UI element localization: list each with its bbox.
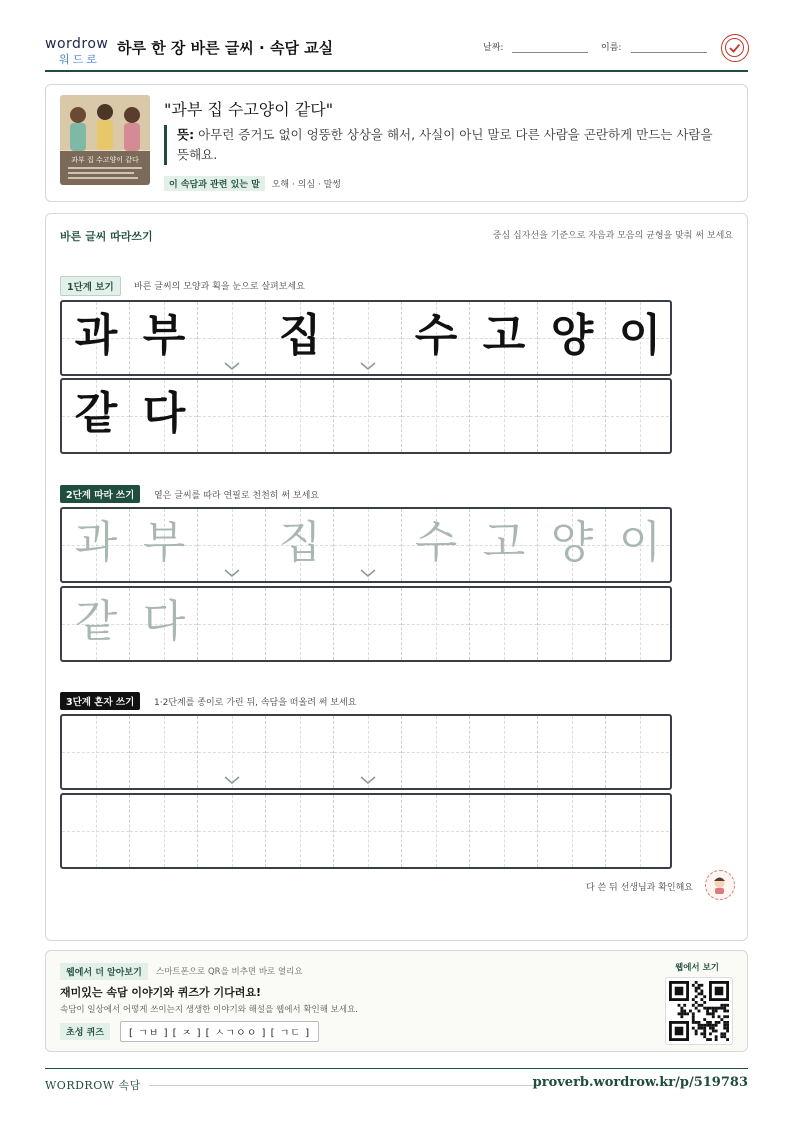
center-guide-horizontal	[606, 752, 672, 753]
center-guide-vertical	[436, 795, 437, 867]
center-guide-vertical	[572, 380, 573, 452]
step2-hint: 옅은 글씨를 따라 연필로 천천히 써 보세요	[154, 491, 319, 501]
grid-cell	[606, 380, 672, 452]
step3-label: 3단계 혼자 쓰기	[60, 692, 140, 710]
center-guide-horizontal	[606, 416, 672, 417]
practice-glyph: 다	[142, 596, 186, 647]
grid-cell	[470, 302, 538, 374]
center-guide-vertical	[164, 716, 165, 788]
page-footer	[45, 1068, 748, 1098]
proverb-title: "과부 집 수고양이 같다"	[164, 100, 334, 119]
practice-glyph: 다	[142, 388, 186, 439]
name-field[interactable]	[631, 52, 707, 53]
grid-cell	[538, 380, 606, 452]
center-guide-vertical	[504, 588, 505, 660]
qr-label: 웹에서 보기	[674, 963, 719, 973]
grid-cell[interactable]	[62, 588, 130, 660]
center-guide-vertical	[368, 795, 369, 867]
step1-hint: 바른 글씨의 모양과 획을 눈으로 살펴보세요	[134, 282, 305, 292]
grid-cell	[266, 302, 334, 374]
center-guide-vertical	[640, 588, 641, 660]
footer-url[interactable]: proverb.wordrow.kr/p/519783	[532, 1075, 748, 1090]
space-mark-icon	[360, 775, 376, 785]
grid-cell[interactable]	[538, 588, 606, 660]
grid-cell[interactable]	[402, 795, 470, 867]
grid-cell[interactable]	[130, 716, 198, 788]
grid-cell[interactable]	[606, 588, 672, 660]
grid-cell[interactable]	[130, 509, 198, 581]
center-guide-vertical	[300, 588, 301, 660]
center-guide-horizontal	[606, 831, 672, 832]
page-header	[45, 28, 748, 72]
space-mark-icon	[224, 775, 240, 785]
web-description: 속담이 일상에서 어떻게 쓰이는지 생생한 이야기와 해설을 웹에서 확인해 보세요.	[60, 1005, 358, 1015]
grid-cell[interactable]	[130, 795, 198, 867]
web-info-card	[45, 950, 748, 1052]
related-words	[164, 176, 341, 191]
practice-glyph: 부	[142, 310, 186, 361]
space-mark-icon	[360, 361, 376, 371]
teacher-check-stamp-icon	[705, 870, 735, 900]
meaning-text: 아무런 증거도 없이 엉뚱한 상상을 해서, 사실이 아닌 말로 다른 사람을 곤란하게 만드는 사람을 뜻해요.	[177, 127, 713, 162]
grid-cell[interactable]	[266, 716, 334, 788]
center-guide-vertical	[300, 716, 301, 788]
practice-glyph: 고	[482, 517, 526, 568]
center-guide-vertical	[368, 588, 369, 660]
grid-cell[interactable]	[402, 509, 470, 581]
practice-glyph: 과	[74, 517, 118, 568]
center-guide-vertical	[300, 795, 301, 867]
center-guide-vertical	[368, 380, 369, 452]
grid-cell[interactable]	[62, 795, 130, 867]
check-note: 다 쓴 뒤 선생님과 확인해요	[585, 883, 693, 893]
center-guide-vertical	[96, 716, 97, 788]
practice-glyph: 수	[414, 310, 458, 361]
grid-cell[interactable]	[470, 795, 538, 867]
center-guide-vertical	[504, 380, 505, 452]
grid-cell	[606, 302, 672, 374]
practice-glyph: 같	[74, 596, 118, 647]
logo-wordmark: wordrow	[45, 36, 109, 52]
grid-cell[interactable]	[538, 716, 606, 788]
page-title: 하루 한 장 바른 글씨 · 속담 교실	[117, 39, 334, 57]
space-mark-icon	[224, 361, 240, 371]
proverb-card	[45, 84, 748, 202]
date-field[interactable]	[512, 52, 588, 53]
web-tag-hint: 스마트폰으로 QR을 비추면 바로 열리요	[156, 967, 303, 977]
step3-hint: 1·2단계를 종이로 가린 뒤, 속담을 떠올려 써 보세요	[154, 698, 357, 708]
center-guide-vertical	[640, 795, 641, 867]
grid-cell[interactable]	[266, 509, 334, 581]
center-guide-vertical	[572, 588, 573, 660]
grid-cell[interactable]	[606, 509, 672, 581]
grid-cell[interactable]	[198, 588, 266, 660]
proverb-meaning	[164, 125, 724, 165]
grid-cell[interactable]	[266, 795, 334, 867]
web-headline: 재미있는 속담 이야기와 퀴즈가 기다려요!	[60, 986, 261, 999]
grid-cell[interactable]	[130, 588, 198, 660]
center-guide-vertical	[504, 716, 505, 788]
step2-row-1[interactable]	[60, 507, 672, 583]
center-guide-vertical	[96, 795, 97, 867]
step3-row-2[interactable]	[60, 793, 672, 869]
grid-cell[interactable]	[334, 795, 402, 867]
related-label: 이 속담과 관련 있는 말	[164, 176, 265, 191]
center-guide-vertical	[504, 795, 505, 867]
practice-glyph: 부	[142, 517, 186, 568]
grid-cell[interactable]	[470, 716, 538, 788]
center-guide-vertical	[436, 588, 437, 660]
grid-cell[interactable]	[470, 588, 538, 660]
grid-cell	[130, 302, 198, 374]
center-guide-vertical	[640, 716, 641, 788]
proverb-illustration	[60, 95, 150, 185]
practice-glyph: 수	[414, 517, 458, 568]
grid-cell	[130, 380, 198, 452]
related-text: 오해 · 의심 · 말썽	[271, 180, 341, 190]
logo-korean: 워드로	[59, 53, 100, 66]
grid-cell	[402, 380, 470, 452]
grid-cell[interactable]	[606, 716, 672, 788]
center-guide-horizontal	[606, 624, 672, 625]
step1-label: 1단계 보기	[60, 276, 121, 296]
grid-cell[interactable]	[402, 716, 470, 788]
grid-cell[interactable]	[62, 509, 130, 581]
qr-code-icon[interactable]	[665, 977, 733, 1045]
grid-cell[interactable]	[470, 509, 538, 581]
name-label: 이름:	[601, 43, 622, 53]
practice-glyph: 양	[550, 310, 594, 361]
step3-row-1[interactable]	[60, 714, 672, 790]
space-mark-icon	[224, 568, 240, 578]
step2-label: 2단계 따라 쓰기	[60, 485, 140, 503]
initial-consonant-quiz: [ ㄱㅂ ] [ ㅈ ] [ ㅅㄱㅇㅇ ] [ ㄱㄷ ]	[120, 1021, 319, 1042]
grid-cell[interactable]	[266, 588, 334, 660]
center-guide-vertical	[232, 588, 233, 660]
grid-cell[interactable]	[402, 588, 470, 660]
practice-glyph: 과	[74, 310, 118, 361]
center-guide-vertical	[572, 795, 573, 867]
center-guide-vertical	[232, 380, 233, 452]
grid-cell[interactable]	[538, 795, 606, 867]
center-guide-vertical	[436, 716, 437, 788]
grid-cell	[402, 302, 470, 374]
grid-cell	[266, 380, 334, 452]
grid-cell	[62, 302, 130, 374]
practice-glyph: 이	[618, 310, 662, 361]
grid-cell[interactable]	[334, 588, 402, 660]
grid-cell[interactable]	[62, 716, 130, 788]
grid-cell	[334, 380, 402, 452]
center-guide-vertical	[164, 795, 165, 867]
center-guide-vertical	[572, 716, 573, 788]
grid-cell[interactable]	[606, 795, 672, 867]
step1-row-2	[60, 378, 672, 454]
web-tag: 웹에서 더 알아보기	[60, 963, 148, 980]
wordrow-logo[interactable]	[45, 36, 107, 66]
center-guide-vertical	[232, 795, 233, 867]
grid-cell	[62, 380, 130, 452]
grid-cell[interactable]	[198, 795, 266, 867]
grid-cell[interactable]	[538, 509, 606, 581]
practice-glyph: 양	[550, 517, 594, 568]
center-guide-vertical	[436, 380, 437, 452]
center-guide-vertical	[640, 380, 641, 452]
practice-glyph: 고	[482, 310, 526, 361]
step2-row-2[interactable]	[60, 586, 672, 662]
footer-divider	[149, 1085, 538, 1086]
footer-brand: WORDROW 속담	[45, 1079, 141, 1092]
date-label: 날짜:	[483, 43, 504, 53]
space-mark-icon	[360, 568, 376, 578]
practice-glyph: 이	[618, 517, 662, 568]
step1-row-1	[60, 300, 672, 376]
approved-stamp-icon	[721, 34, 749, 62]
practice-title: 바른 글씨 따라쓰기	[60, 230, 153, 243]
practice-glyph: 집	[278, 517, 322, 568]
grid-cell	[538, 302, 606, 374]
grid-cell	[470, 380, 538, 452]
center-guide-vertical	[300, 380, 301, 452]
practice-glyph: 같	[74, 388, 118, 439]
illustration-caption: 과부 집 수고양이 같다	[71, 156, 139, 164]
meaning-label: 뜻:	[177, 127, 195, 142]
grid-cell	[198, 380, 266, 452]
practice-glyph: 집	[278, 310, 322, 361]
practice-hint: 중심 십자선을 기준으로 자음과 모음의 균형을 맞춰 써 보세요	[492, 231, 733, 241]
quiz-label: 초성 퀴즈	[60, 1023, 110, 1040]
